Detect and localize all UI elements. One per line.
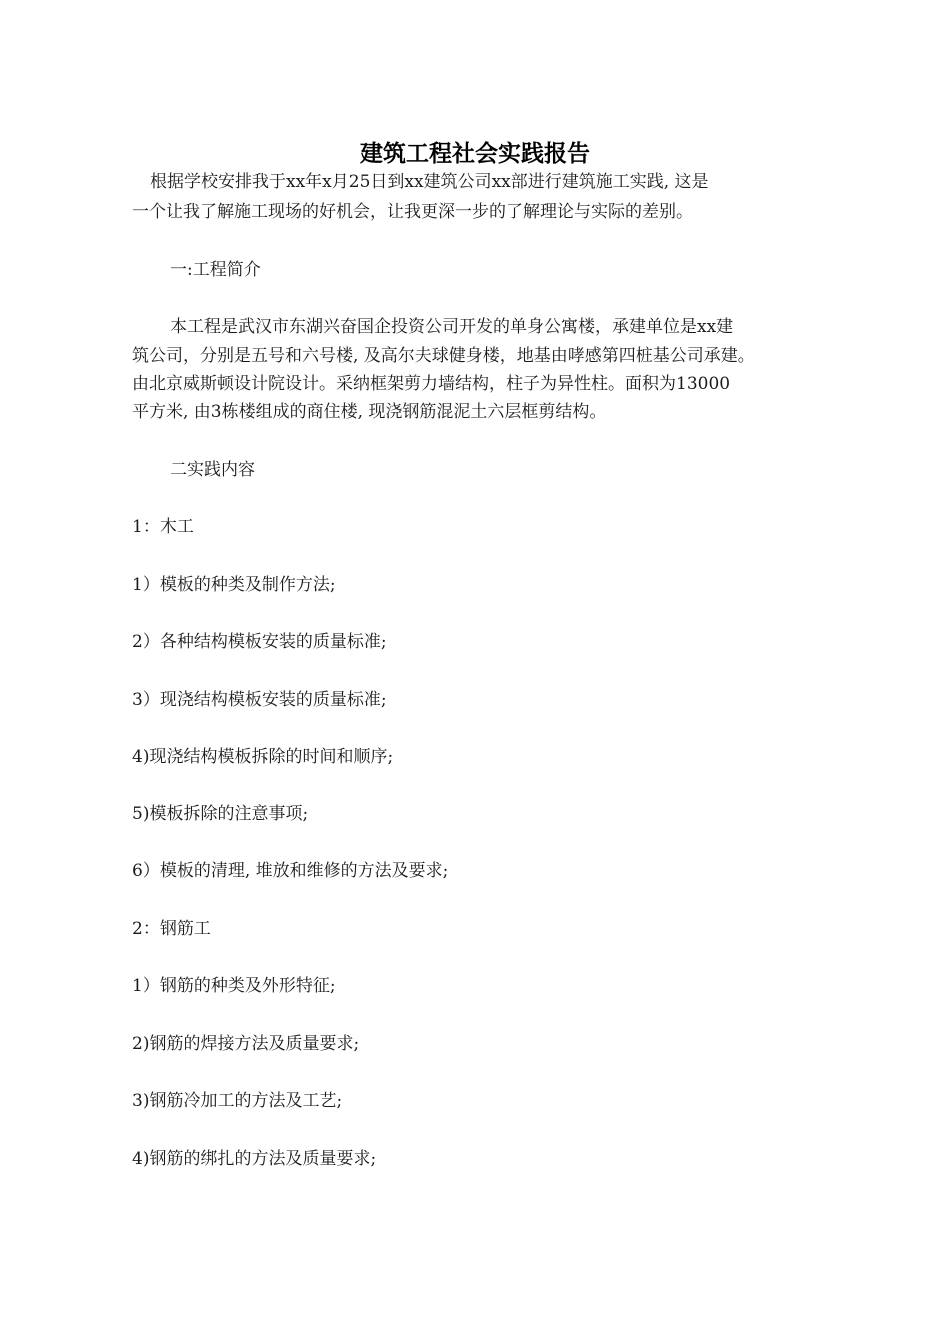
section2-heading: 二实践内容: [170, 460, 255, 480]
list-item: 4)钢筋的绑扎的方法及质量要求;: [132, 1149, 377, 1169]
intro-line-1: 根据学校安排我于xx年x月25日到xx建筑公司xx部进行建筑施工实践, 这是: [150, 172, 709, 192]
section1-body-line-4: 平方米, 由3栋楼组成的商住楼, 现浇钢筋混泥土六层框剪结构。: [132, 402, 607, 422]
document-title: 建筑工程社会实践报告: [360, 140, 590, 167]
list-item: 5)模板拆除的注意事项;: [132, 804, 309, 824]
list-item: 2：钢筋工: [132, 919, 211, 939]
list-item: 2)钢筋的焊接方法及质量要求;: [132, 1034, 360, 1054]
list-item: 3）现浇结构模板安装的质量标准;: [132, 690, 387, 710]
list-item: 2）各种结构模板安装的质量标准;: [132, 632, 387, 652]
section1-body-line-2: 筑公司，分别是五号和六号楼, 及高尔夫球健身楼，地基由哮感第四桩基公司承建。: [132, 346, 755, 366]
list-item: 1）钢筋的种类及外形特征;: [132, 976, 336, 996]
list-item: 4)现浇结构模板拆除的时间和顺序;: [132, 747, 394, 767]
section1-heading: 一:工程简介: [170, 260, 261, 280]
intro-line-2: 一个让我了解施工现场的好机会，让我更深一步的了解理论与实际的差别。: [132, 202, 693, 222]
list-item: 6）模板的清理, 堆放和维修的方法及要求;: [132, 861, 449, 881]
list-item: 1）模板的种类及制作方法;: [132, 575, 336, 595]
list-item: 1：木工: [132, 517, 194, 537]
list-item: 3)钢筋冷加工的方法及工艺;: [132, 1091, 343, 1111]
section1-body-line-3: 由北京威斯顿设计院设计。采纳框架剪力墙结构，柱子为异性柱。面积为13000: [132, 374, 731, 394]
section1-body-line-1: 本工程是武汉市东湖兴奋国企投资公司开发的单身公寓楼，承建单位是xx建: [170, 317, 734, 337]
